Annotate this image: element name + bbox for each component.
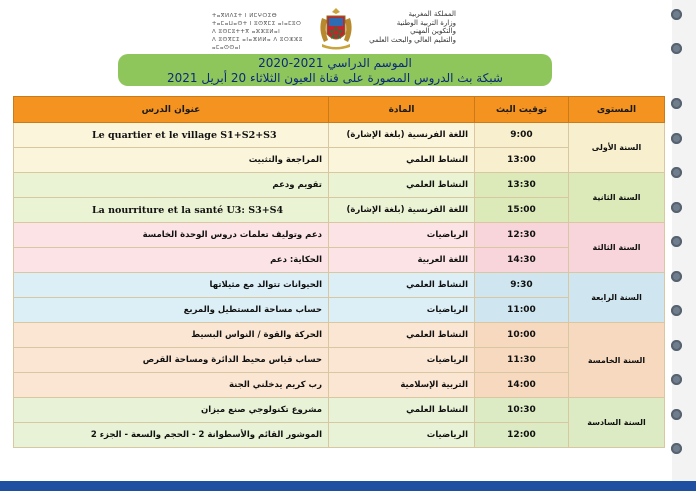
table-row xyxy=(14,423,665,448)
level-cell: السنة الخامسة xyxy=(569,323,665,398)
subject-cell: النشاط العلمي xyxy=(329,398,475,423)
ministry-ar-line: والتكوين المهني xyxy=(410,27,456,35)
ministry-name-tifinagh xyxy=(212,12,304,52)
subject-cell: النشاط العلمي xyxy=(329,323,475,348)
column-header-level: المستوى xyxy=(569,97,665,123)
ministry-ar-line: والتعليم العالي والبحث العلمي xyxy=(369,35,456,44)
subject-cell: الرياضيات xyxy=(329,348,475,373)
binder-ring-icon xyxy=(671,374,682,385)
column-header-title: عنوان الدرس xyxy=(14,97,329,123)
binder-ring-icon xyxy=(671,409,682,420)
binder-ring-icon xyxy=(671,9,682,20)
title-cell: حساب مساحة المستطيل والمربع xyxy=(14,298,329,323)
time-cell: 12:30 xyxy=(475,223,569,248)
column-header-subject: المادة xyxy=(329,97,475,123)
ministry-ar-line: المملكة المغربية xyxy=(408,10,456,18)
column-header-time: توقيت البث xyxy=(475,97,569,123)
broadcast-schedule-table xyxy=(13,96,665,448)
title-cell: الموشور القائم والأسطوانة 2 - الحجم والسعة - الجزء 2 xyxy=(14,423,329,448)
title-cell: مشروع تكنولوجي صنع ميزان xyxy=(14,398,329,423)
level-cell: السنة السادسة xyxy=(569,398,665,448)
time-cell: 13:30 xyxy=(475,173,569,198)
school-year-title: الموسم الدراسي 2021-2020 xyxy=(258,56,412,70)
title-cell: حساب قياس محيط الدائرة ومساحة القرص xyxy=(14,348,329,373)
table-row xyxy=(14,298,665,323)
ministry-tf-line: ⴷ ⵓⵙⴳⵎⵉ ⴰⵏⴰⴼⵍⵍⴰ ⴷ ⵓⵔⵣⵣⵓ ⴰⵎⴰⵙⵙⴰⵏ xyxy=(212,37,303,51)
title-cell: رب كريم يدخلني الجنة xyxy=(14,373,329,398)
table-row xyxy=(14,173,665,198)
subject-cell: التربية الإسلامية xyxy=(329,373,475,398)
time-cell: 13:00 xyxy=(475,148,569,173)
level-cell: السنة الرابعة xyxy=(569,273,665,323)
table-row xyxy=(14,373,665,398)
time-cell: 11:00 xyxy=(475,298,569,323)
subject-cell: النشاط العلمي xyxy=(329,148,475,173)
ministry-tf-line: ⵜⴰⴳⵍⴷⵉⵜ ⵏ ⵍⵎⵖⵔⵉⴱ xyxy=(212,13,278,19)
bottom-bar xyxy=(0,481,696,491)
moroccan-emblem-icon xyxy=(314,4,358,52)
title-cell: Le quartier et le village S1+S2+S3 xyxy=(14,123,329,148)
ministry-name-arabic xyxy=(366,10,456,44)
level-cell: السنة الثانية xyxy=(569,173,665,223)
subject-cell: اللغة الفرنسية (بلغة الإشارة) xyxy=(329,123,475,148)
ministry-tf-line: ⴷ ⵓⵙⵎⵓⵜⵜⴳ ⴰⵣⵣⵓⵍⴰⵏ xyxy=(212,29,281,35)
subject-cell: النشاط العلمي xyxy=(329,273,475,298)
time-cell: 10:00 xyxy=(475,323,569,348)
binder-ring-icon xyxy=(671,98,682,109)
title-cell: الحركة والقوة / النواس البسيط xyxy=(14,323,329,348)
subject-cell: اللغة العربية xyxy=(329,248,475,273)
broadcast-schedule-title: شبكة بث الدروس المصورة على قناة العيون الثلاثاء 20 أبريل 2021 xyxy=(167,71,503,85)
binder-ring-icon xyxy=(671,43,682,54)
time-cell: 9:30 xyxy=(475,273,569,298)
time-cell: 12:00 xyxy=(475,423,569,448)
subject-cell: اللغة الفرنسية (بلغة الإشارة) xyxy=(329,198,475,223)
title-cell: الحيوانات تتوالد مع مثيلاتها xyxy=(14,273,329,298)
schedule-title-box xyxy=(118,54,552,86)
time-cell: 9:00 xyxy=(475,123,569,148)
binder-ring-icon xyxy=(671,271,682,282)
title-cell: La nourriture et la santé U3: S3+S4 xyxy=(14,198,329,223)
time-cell: 11:30 xyxy=(475,348,569,373)
table-row xyxy=(14,148,665,173)
subject-cell: الرياضيات xyxy=(329,423,475,448)
table-row xyxy=(14,223,665,248)
table-row xyxy=(14,323,665,348)
ministry-tf-line: ⵜⴰⵎⴰⵡⴰⵙⵜ ⵏ ⵓⵙⴳⵎⵉ ⴰⵏⴰⵎⵓⵔ xyxy=(212,21,302,27)
time-cell: 10:30 xyxy=(475,398,569,423)
ministry-ar-line: وزارة التربية الوطنية xyxy=(396,18,456,27)
binder-ring-icon xyxy=(671,443,682,454)
time-cell: 15:00 xyxy=(475,198,569,223)
table-header-row xyxy=(14,97,665,123)
title-cell: دعم وتوليف تعلمات دروس الوحدة الخامسة xyxy=(14,223,329,248)
table-row xyxy=(14,348,665,373)
binder-ring-icon xyxy=(671,340,682,351)
subject-cell: الرياضيات xyxy=(329,298,475,323)
level-cell: السنة الثالثة xyxy=(569,223,665,273)
time-cell: 14:00 xyxy=(475,373,569,398)
table-row xyxy=(14,198,665,223)
binder-ring-icon xyxy=(671,167,682,178)
table-row xyxy=(14,248,665,273)
title-cell: الحكاية: دعم xyxy=(14,248,329,273)
subject-cell: الرياضيات xyxy=(329,223,475,248)
title-cell: المراجعة والتثبيت xyxy=(14,148,329,173)
table-row xyxy=(14,123,665,148)
time-cell: 14:30 xyxy=(475,248,569,273)
title-cell: تقويم ودعم xyxy=(14,173,329,198)
binder-ring-icon xyxy=(671,202,682,213)
subject-cell: النشاط العلمي xyxy=(329,173,475,198)
level-cell: السنة الأولى xyxy=(569,123,665,173)
binder-ring-icon xyxy=(671,305,682,316)
binder-ring-icon xyxy=(671,133,682,144)
table-row xyxy=(14,398,665,423)
binder-ring-icon xyxy=(671,236,682,247)
table-row xyxy=(14,273,665,298)
